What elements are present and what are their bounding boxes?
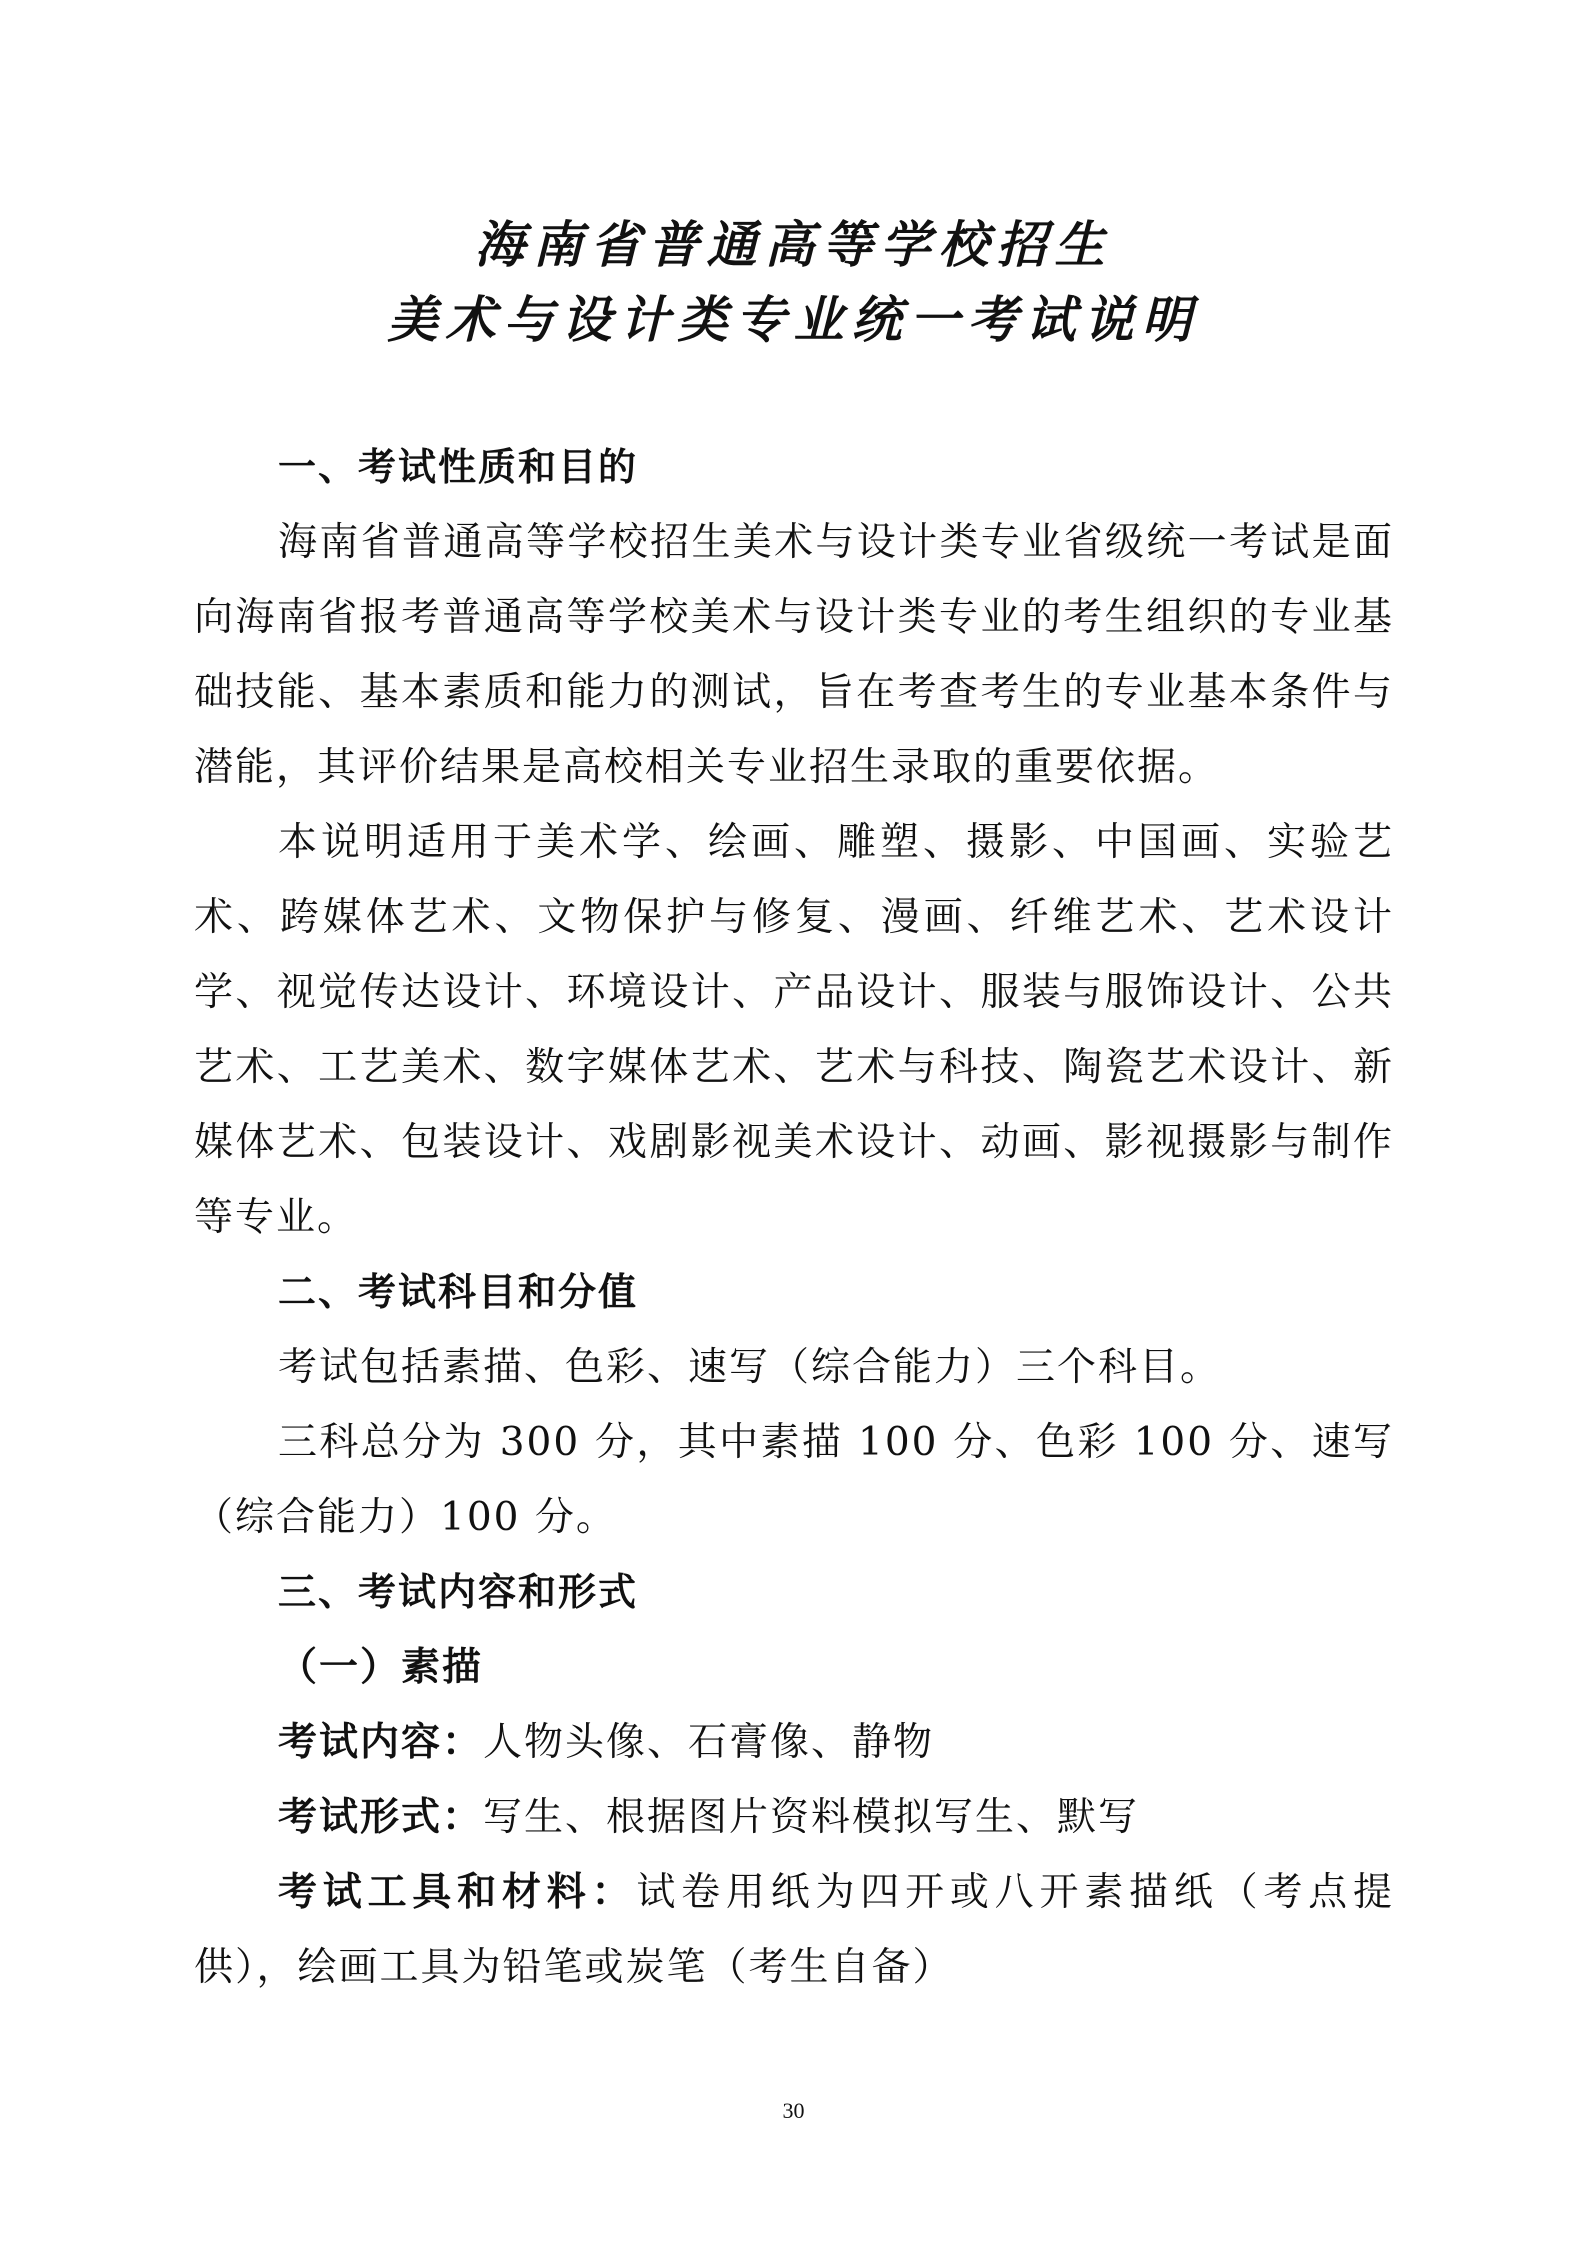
document-title-line-2: 美术与设计类专业统一考试说明 xyxy=(387,290,1200,349)
exam-form-label: 考试形式： xyxy=(278,1795,484,1840)
section-2-heading: 二、考试科目和分值 xyxy=(278,1270,639,1314)
section-2-paragraph-2: 三科总分为 300 分，其中素描 100 分、色彩 100 分、速写（综合能力）100 分。 xyxy=(194,1420,1394,1540)
subsection-sketch-heading: （一）素描 xyxy=(278,1644,484,1690)
exam-form-line xyxy=(194,1780,1394,1855)
section-1-heading: 一、考试性质和目的 xyxy=(278,445,639,489)
document-title-line-1: 海南省普通高等学校招生 xyxy=(474,215,1113,274)
exam-form-value: 写生、根据图片资料模拟写生、默写 xyxy=(483,1795,1140,1840)
exam-content-label: 考试内容： xyxy=(278,1720,484,1765)
section-1-paragraph-1: 海南省普通高等学校招生美术与设计类专业省级统一考试是面向海南省报考普通高等学校美术与设计类专业的考生组织的专业基础技能、基本素质和能力的测试，旨在考查考生的专业基本条件与潜能，其评价结果是高校相关专业招生录取的重要依据。 xyxy=(194,520,1394,790)
section-2-paragraph-1: 考试包括素描、色彩、速写（综合能力）三个科目。 xyxy=(278,1345,1222,1390)
document-body xyxy=(194,430,1394,2005)
exam-tools-line xyxy=(194,1855,1394,2005)
exam-tools-label: 考试工具和材料： xyxy=(278,1870,637,1915)
exam-tools-value: 试卷用纸为四开或八开素描纸（考点提供），绘画工具为铅笔或炭笔（考生自备） xyxy=(194,1870,1394,1990)
section-3-heading: 三、考试内容和形式 xyxy=(278,1570,639,1614)
exam-content-value: 人物头像、石膏像、静物 xyxy=(483,1720,935,1765)
page-number: 30 xyxy=(782,2098,805,2123)
exam-content-line xyxy=(194,1705,1394,1780)
section-1-paragraph-2: 本说明适用于美术学、绘画、雕塑、摄影、中国画、实验艺术、跨媒体艺术、文物保护与修复、漫画、纤维艺术、艺术设计学、视觉传达设计、环境设计、产品设计、服装与服饰设计、公共艺术、工艺美术、数字媒体艺术、艺术与科技、陶瓷艺术设计、新媒体艺术、包装设计、戏剧影视美术设计、动画、影视摄影与制作等专业。 xyxy=(194,820,1394,1240)
